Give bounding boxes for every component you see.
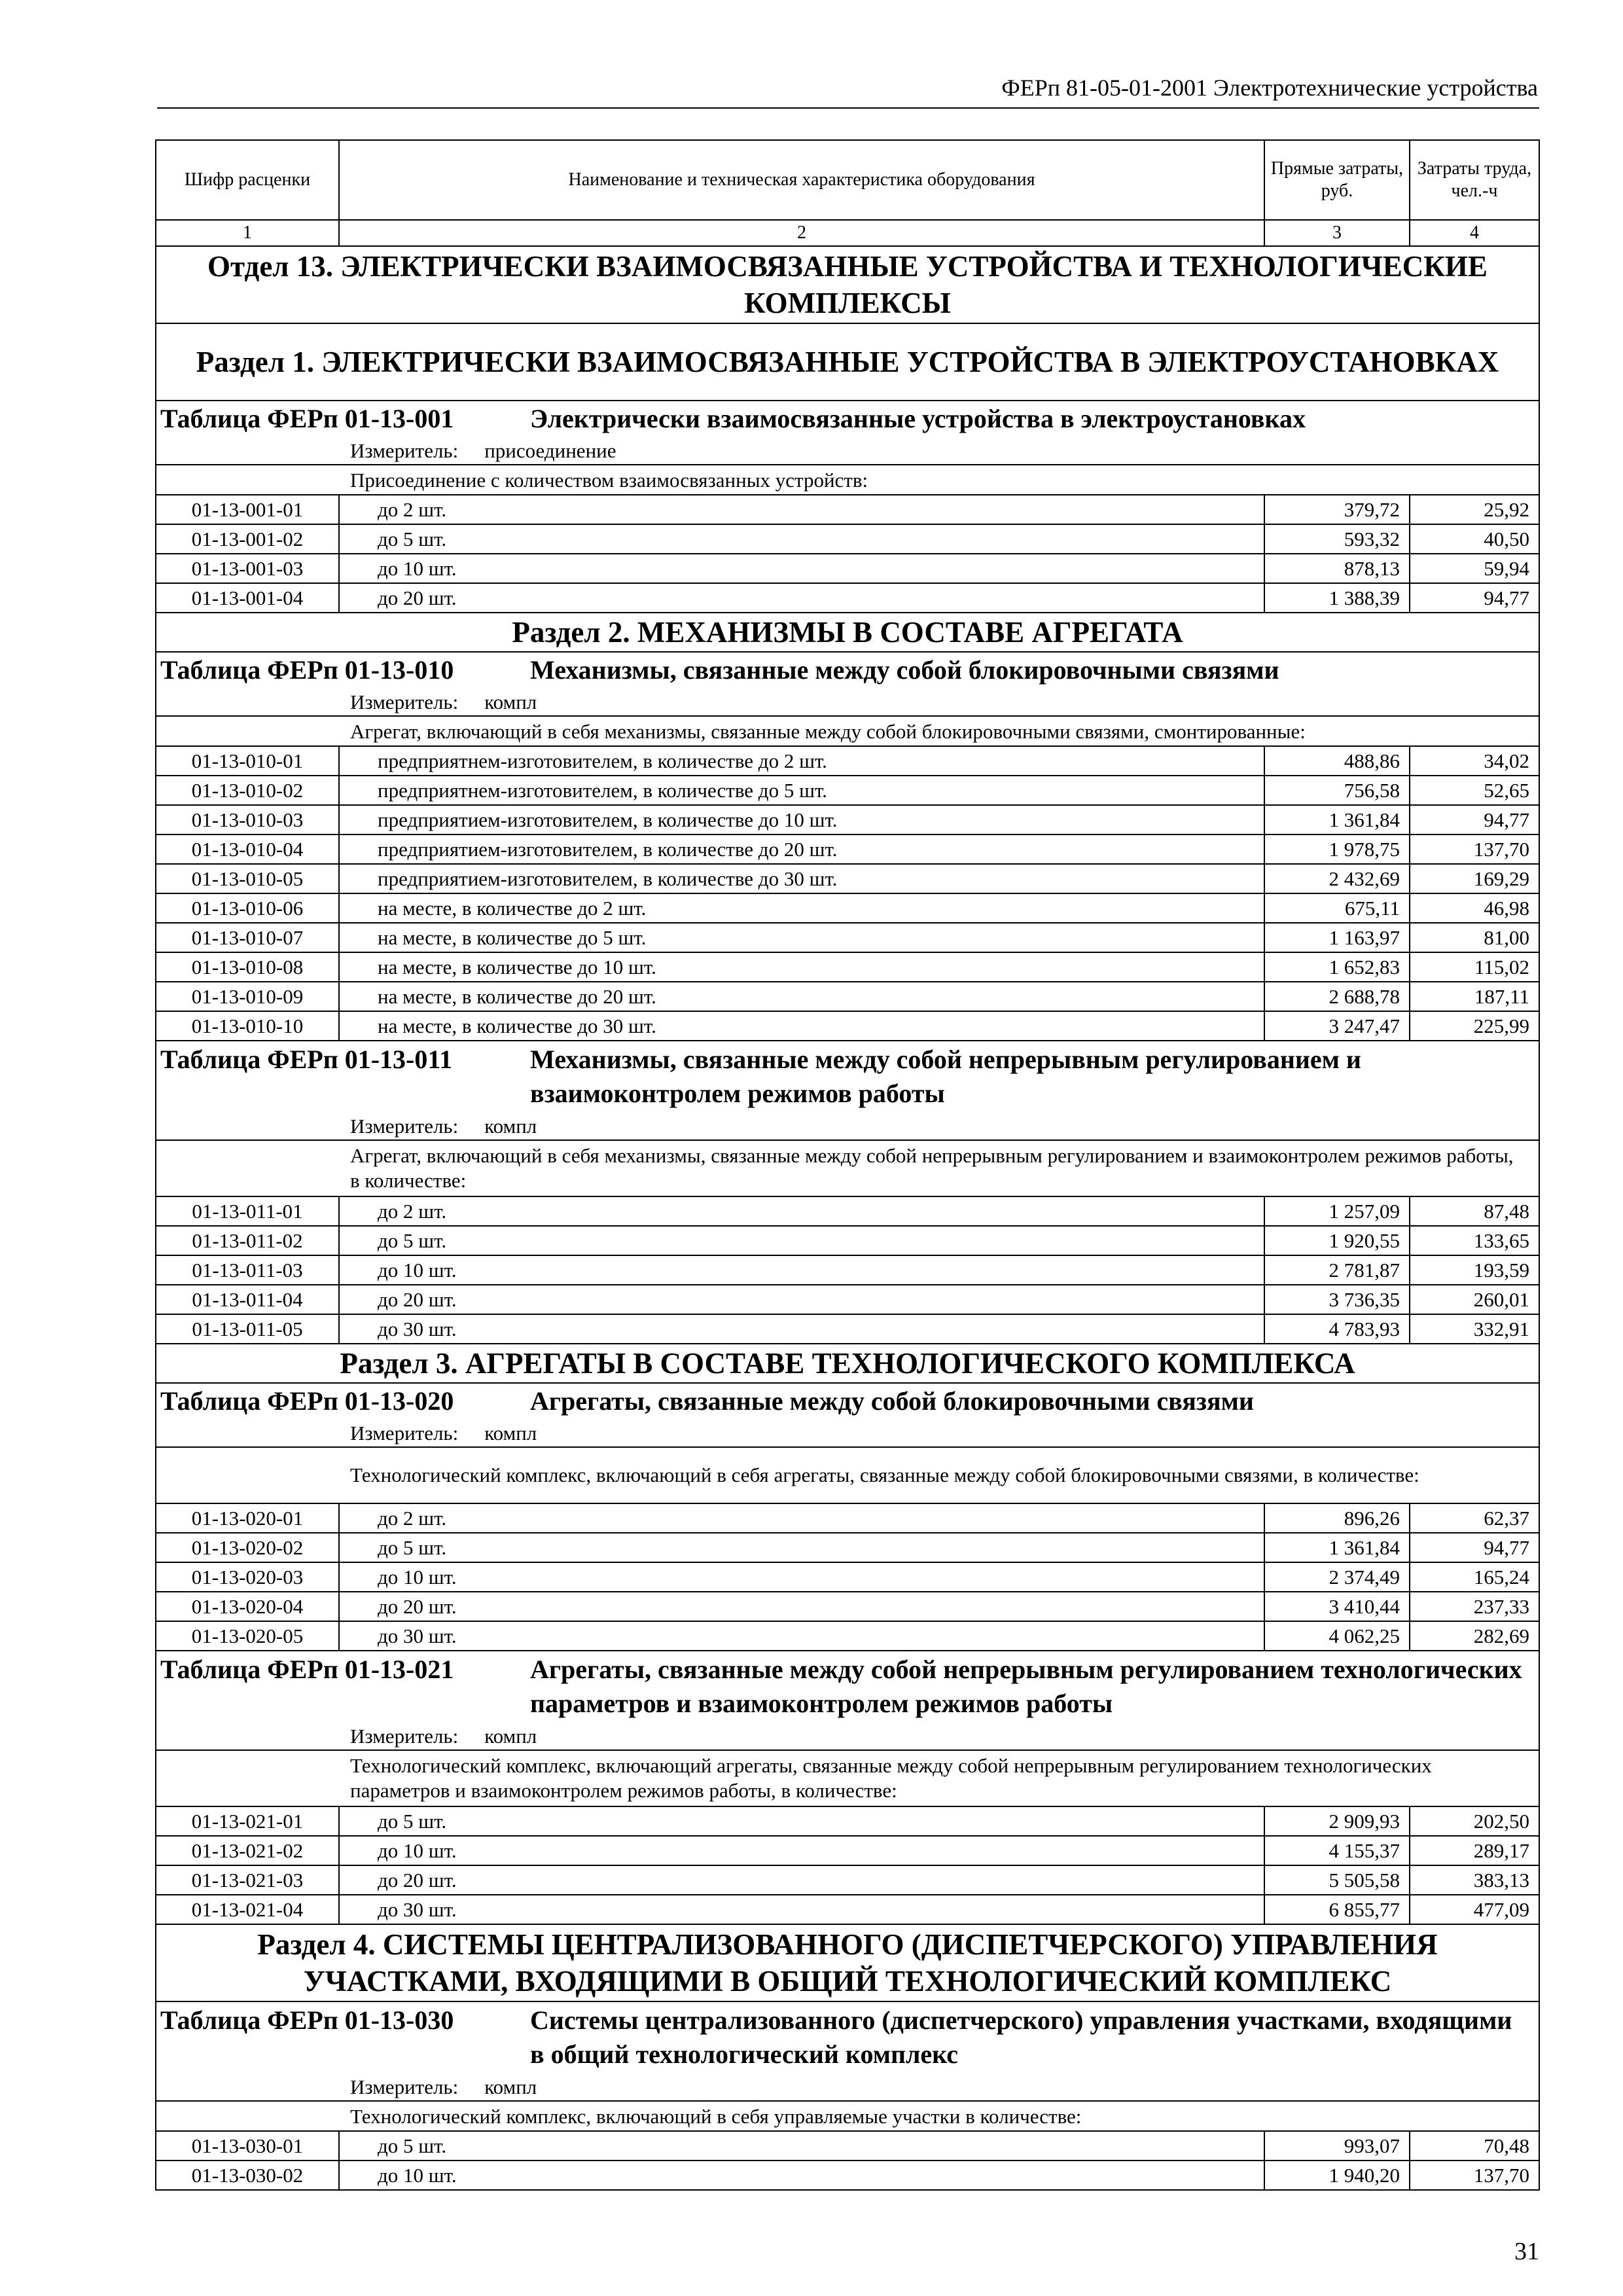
rate-description: до 5 шт. xyxy=(339,1533,1264,1562)
meter xyxy=(156,1724,1539,1748)
rate-description: до 20 шт. xyxy=(339,1865,1264,1895)
rate-description: до 2 шт. xyxy=(339,1503,1264,1533)
table-row xyxy=(156,2161,1539,2190)
table-title: Электрически взаимосвязанные устройства в электроустановках xyxy=(530,404,1306,433)
labor-cost: 137,70 xyxy=(1410,834,1539,864)
rate-description: на месте, в количестве до 2 шт. xyxy=(339,893,1264,923)
labor-cost: 225,99 xyxy=(1410,1011,1539,1041)
rate-description: до 10 шт. xyxy=(339,1836,1264,1865)
labor-cost: 34,02 xyxy=(1410,746,1539,776)
section-title: Раздел 3. АГРЕГАТЫ В СОСТАВЕ ТЕХНОЛОГИЧЕСКОГО КОМПЛЕКСА xyxy=(156,1344,1539,1383)
labor-cost: 25,92 xyxy=(1410,495,1539,524)
table-row xyxy=(156,1255,1539,1285)
table-row xyxy=(156,1562,1539,1592)
note-row xyxy=(156,1447,1539,1503)
direct-cost: 5 505,58 xyxy=(1264,1865,1410,1895)
direct-cost: 1 163,97 xyxy=(1264,923,1410,952)
meter xyxy=(156,1421,1539,1445)
table-row xyxy=(156,1196,1539,1226)
meter-label: Измеритель: xyxy=(350,1724,459,1748)
meter-row xyxy=(156,1722,1539,1750)
rate-description: предприятием-изготовителем, в количестве до 30 шт. xyxy=(339,864,1264,893)
labor-cost: 81,00 xyxy=(1410,923,1539,952)
table-heading xyxy=(156,1383,1539,1419)
note-row xyxy=(156,1750,1539,1806)
table-content xyxy=(156,323,1539,2190)
labor-cost: 137,70 xyxy=(1410,2161,1539,2190)
column-header-code: Шифр расценки xyxy=(156,140,339,220)
labor-cost: 94,77 xyxy=(1410,805,1539,834)
rate-code: 01-13-010-06 xyxy=(156,893,339,923)
direct-cost: 756,58 xyxy=(1264,776,1410,805)
note-row xyxy=(156,465,1539,495)
table-row xyxy=(156,893,1539,923)
note-cell xyxy=(156,2101,1539,2131)
table-note: Агрегат, включающий в себя механизмы, связанные между собой непрерывным регулированием и взаимоконтролем режимов работы, в количестве: xyxy=(350,1144,1514,1192)
rate-code: 01-13-030-01 xyxy=(156,2131,339,2161)
meter xyxy=(156,690,1539,714)
section-title: Раздел 4. СИСТЕМЫ ЦЕНТРАЛИЗОВАННОГО (ДИСПЕТЧЕРСКОГО) УПРАВЛЕНИЯ УЧАСТКАМИ, ВХОДЯЩИМИ В ОБЩИЙ ТЕХНОЛОГИЧЕСКИЙ КОМПЛЕКС xyxy=(156,1924,1539,2001)
labor-cost: 193,59 xyxy=(1410,1255,1539,1285)
direct-cost: 488,86 xyxy=(1264,746,1410,776)
labor-cost: 260,01 xyxy=(1410,1285,1539,1314)
direct-cost: 896,26 xyxy=(1264,1503,1410,1533)
table-heading-row xyxy=(156,1383,1539,1419)
rate-code: 01-13-021-02 xyxy=(156,1836,339,1865)
direct-cost: 4 062,25 xyxy=(1264,1621,1410,1651)
rate-description: предприятнем-изготовителем, в количестве до 5 шт. xyxy=(339,776,1264,805)
meter xyxy=(156,2075,1539,2099)
table-heading xyxy=(156,2001,1539,2073)
rate-description: до 2 шт. xyxy=(339,1196,1264,1226)
table-row xyxy=(156,524,1539,554)
rate-code: 01-13-010-07 xyxy=(156,923,339,952)
table-label: Таблица ФЕРп 01-13-020 xyxy=(160,1386,454,1416)
table-row xyxy=(156,1503,1539,1533)
table-label: Таблица ФЕРп 01-13-021 xyxy=(160,1655,454,1684)
table-row xyxy=(156,554,1539,583)
rate-code: 01-13-021-01 xyxy=(156,1806,339,1836)
direct-cost: 6 855,77 xyxy=(1264,1895,1410,1924)
meter-label: Измеритель: xyxy=(350,439,459,462)
table-heading xyxy=(156,1651,1539,1722)
rate-description: на месте, в количестве до 30 шт. xyxy=(339,1011,1264,1041)
table-row xyxy=(156,495,1539,524)
rate-description: до 20 шт. xyxy=(339,583,1264,613)
note-row xyxy=(156,716,1539,746)
table-row xyxy=(156,1226,1539,1255)
labor-cost: 187,11 xyxy=(1410,982,1539,1011)
rate-description: до 30 шт. xyxy=(339,1314,1264,1344)
rate-code: 01-13-010-08 xyxy=(156,952,339,982)
direct-cost: 1 920,55 xyxy=(1264,1226,1410,1255)
meter-row xyxy=(156,1112,1539,1140)
rate-description: на месте, в количестве до 20 шт. xyxy=(339,982,1264,1011)
rate-code: 01-13-020-01 xyxy=(156,1503,339,1533)
direct-cost: 2 909,93 xyxy=(1264,1806,1410,1836)
labor-cost: 289,17 xyxy=(1410,1836,1539,1865)
direct-cost: 1 361,84 xyxy=(1264,1533,1410,1562)
note-row xyxy=(156,1140,1539,1196)
table-label: Таблица ФЕРп 01-13-030 xyxy=(160,2005,454,2035)
labor-cost: 62,37 xyxy=(1410,1503,1539,1533)
section-title-row xyxy=(156,323,1539,401)
rate-code: 01-13-020-04 xyxy=(156,1592,339,1621)
section-title-row xyxy=(156,1924,1539,2001)
direct-cost: 675,11 xyxy=(1264,893,1410,923)
section-title: Раздел 2. МЕХАНИЗМЫ В СОСТАВЕ АГРЕГАТА xyxy=(156,613,1539,652)
table-row xyxy=(156,1011,1539,1041)
note-cell xyxy=(156,1750,1539,1806)
rate-code: 01-13-030-02 xyxy=(156,2161,339,2190)
table-heading xyxy=(156,1041,1539,1112)
direct-cost: 3 247,47 xyxy=(1264,1011,1410,1041)
direct-cost: 4 783,93 xyxy=(1264,1314,1410,1344)
column-header-name: Наименование и техническая характеристика оборудования xyxy=(339,140,1264,220)
table-heading-row xyxy=(156,652,1539,688)
running-header: ФЕРп 81-05-01-2001 Электротехнические устройства xyxy=(1001,75,1538,101)
table-row xyxy=(156,952,1539,982)
header-rule xyxy=(157,107,1539,109)
rate-code: 01-13-011-01 xyxy=(156,1196,339,1226)
meter-row xyxy=(156,2073,1539,2101)
direct-cost: 2 374,49 xyxy=(1264,1562,1410,1592)
rate-description: до 5 шт. xyxy=(339,524,1264,554)
table-row xyxy=(156,834,1539,864)
direct-cost: 878,13 xyxy=(1264,554,1410,583)
table-row xyxy=(156,1314,1539,1344)
rate-description: предприятнем-изготовителем, в количестве до 2 шт. xyxy=(339,746,1264,776)
column-number: 4 xyxy=(1410,220,1539,246)
table-note: Агрегат, включающий в себя механизмы, связанные между собой блокировочными связями, смонтированные: xyxy=(350,719,1306,743)
table-heading-row xyxy=(156,1041,1539,1112)
meter-value: компл xyxy=(484,1114,537,1138)
table-row xyxy=(156,1865,1539,1895)
labor-cost: 87,48 xyxy=(1410,1196,1539,1226)
labor-cost: 165,24 xyxy=(1410,1562,1539,1592)
direct-cost: 1 978,75 xyxy=(1264,834,1410,864)
table-row xyxy=(156,923,1539,952)
meter-cell xyxy=(156,2073,1539,2101)
meter-label: Измеритель: xyxy=(350,2075,459,2098)
labor-cost: 59,94 xyxy=(1410,554,1539,583)
direct-cost: 2 688,78 xyxy=(1264,982,1410,1011)
rate-code: 01-13-010-03 xyxy=(156,805,339,834)
rate-description: на месте, в количестве до 5 шт. xyxy=(339,923,1264,952)
meter-value: компл xyxy=(484,1724,537,1748)
labor-cost: 169,29 xyxy=(1410,864,1539,893)
rate-code: 01-13-020-02 xyxy=(156,1533,339,1562)
column-header-cost: Прямые затраты, руб. xyxy=(1264,140,1410,220)
direct-cost: 593,32 xyxy=(1264,524,1410,554)
table-row xyxy=(156,1592,1539,1621)
table-row xyxy=(156,1533,1539,1562)
direct-cost: 993,07 xyxy=(1264,2131,1410,2161)
column-number: 2 xyxy=(339,220,1264,246)
meter xyxy=(156,1114,1539,1138)
meter xyxy=(156,439,1539,463)
labor-cost: 133,65 xyxy=(1410,1226,1539,1255)
labor-cost: 94,77 xyxy=(1410,1533,1539,1562)
table-heading xyxy=(156,401,1539,437)
meter-cell xyxy=(156,1419,1539,1447)
meter-value: компл xyxy=(484,690,537,713)
rate-code: 01-13-011-03 xyxy=(156,1255,339,1285)
column-header-row xyxy=(156,140,1539,220)
direct-cost: 1 652,83 xyxy=(1264,952,1410,982)
rate-code: 01-13-020-05 xyxy=(156,1621,339,1651)
rate-description: до 5 шт. xyxy=(339,1226,1264,1255)
page-number: 31 xyxy=(1514,2238,1539,2265)
direct-cost: 4 155,37 xyxy=(1264,1836,1410,1865)
table-label: Таблица ФЕРп 01-13-010 xyxy=(160,655,454,685)
rate-description: до 30 шт. xyxy=(339,1621,1264,1651)
rate-description: до 5 шт. xyxy=(339,1806,1264,1836)
rate-code: 01-13-010-02 xyxy=(156,776,339,805)
table-row xyxy=(156,805,1539,834)
note-cell xyxy=(156,465,1539,495)
rate-code: 01-13-001-01 xyxy=(156,495,339,524)
meter-label: Измеритель: xyxy=(350,690,459,713)
note-row xyxy=(156,2101,1539,2131)
note-cell xyxy=(156,1140,1539,1196)
table-title: Агрегаты, связанные между собой непрерывным регулированием технологических параметров и взаимоконтролем режимов работы xyxy=(530,1655,1522,1718)
rate-description: предприятием-изготовителем, в количестве до 10 шт. xyxy=(339,805,1264,834)
table-note: Технологический комплекс, включающий в себя агрегаты, связанные между собой блокировочными связями, в количестве: xyxy=(350,1463,1419,1486)
labor-cost: 202,50 xyxy=(1410,1806,1539,1836)
rate-code: 01-13-020-03 xyxy=(156,1562,339,1592)
meter-row xyxy=(156,1419,1539,1447)
table-label: Таблица ФЕРп 01-13-011 xyxy=(160,1045,453,1074)
labor-cost: 40,50 xyxy=(1410,524,1539,554)
rate-code: 01-13-010-05 xyxy=(156,864,339,893)
direct-cost: 1 257,09 xyxy=(1264,1196,1410,1226)
meter-label: Измеритель: xyxy=(350,1114,459,1138)
table-heading xyxy=(156,652,1539,688)
labor-cost: 70,48 xyxy=(1410,2131,1539,2161)
meter-value: компл xyxy=(484,1421,537,1444)
table-title: Механизмы, связанные между собой непрерывным регулированием и взаимоконтролем режимов работы xyxy=(530,1045,1361,1108)
labor-cost: 383,13 xyxy=(1410,1865,1539,1895)
meter-label: Измеритель: xyxy=(350,1421,459,1444)
meter-cell xyxy=(156,1722,1539,1750)
table-row xyxy=(156,1621,1539,1651)
direct-cost: 1 361,84 xyxy=(1264,805,1410,834)
meter-value: компл xyxy=(484,2075,537,2098)
rate-code: 01-13-021-04 xyxy=(156,1895,339,1924)
labor-cost: 94,77 xyxy=(1410,583,1539,613)
labor-cost: 332,91 xyxy=(1410,1314,1539,1344)
table-note: Технологический комплекс, включающий в себя управляемые участки в количестве: xyxy=(350,2104,1082,2128)
rate-description: до 10 шт. xyxy=(339,554,1264,583)
table-label: Таблица ФЕРп 01-13-001 xyxy=(160,404,454,433)
labor-cost: 477,09 xyxy=(1410,1895,1539,1924)
table-heading-row xyxy=(156,1651,1539,1722)
meter-row xyxy=(156,437,1539,465)
labor-cost: 46,98 xyxy=(1410,893,1539,923)
table-row xyxy=(156,864,1539,893)
rate-code: 01-13-001-02 xyxy=(156,524,339,554)
table-row xyxy=(156,776,1539,805)
rate-description: до 2 шт. xyxy=(339,495,1264,524)
rate-description: до 20 шт. xyxy=(339,1592,1264,1621)
meter-cell xyxy=(156,1112,1539,1140)
column-number: 3 xyxy=(1264,220,1410,246)
rate-code: 01-13-010-10 xyxy=(156,1011,339,1041)
meter-value: присоединение xyxy=(484,439,616,462)
table-title: Механизмы, связанные между собой блокировочными связями xyxy=(530,655,1279,685)
column-header-labor: Затраты труда, чел.-ч xyxy=(1410,140,1539,220)
direct-cost: 2 781,87 xyxy=(1264,1255,1410,1285)
rate-description: на месте, в количестве до 10 шт. xyxy=(339,952,1264,982)
table-row xyxy=(156,1806,1539,1836)
rate-code: 01-13-011-04 xyxy=(156,1285,339,1314)
rate-code: 01-13-001-03 xyxy=(156,554,339,583)
meter-row xyxy=(156,688,1539,716)
rate-code: 01-13-010-04 xyxy=(156,834,339,864)
rates-table xyxy=(155,139,1540,2191)
rate-description: до 20 шт. xyxy=(339,1285,1264,1314)
table-note: Технологический комплекс, включающий агрегаты, связанные между собой непрерывным регулированием технологических параметров и взаимоконтролем режимов работы, в количестве: xyxy=(350,1754,1432,1802)
rate-description: до 10 шт. xyxy=(339,2161,1264,2190)
meter-cell xyxy=(156,688,1539,716)
rate-code: 01-13-010-01 xyxy=(156,746,339,776)
table-row xyxy=(156,982,1539,1011)
direct-cost: 3 736,35 xyxy=(1264,1285,1410,1314)
table-note: Присоединение с количеством взаимосвязанных устройств: xyxy=(350,468,868,492)
note-cell xyxy=(156,1447,1539,1503)
meter-cell xyxy=(156,437,1539,465)
table-row xyxy=(156,583,1539,613)
rate-code: 01-13-021-03 xyxy=(156,1865,339,1895)
table-heading-row xyxy=(156,2001,1539,2073)
section-title-row xyxy=(156,613,1539,652)
rate-code: 01-13-001-04 xyxy=(156,583,339,613)
direct-cost: 379,72 xyxy=(1264,495,1410,524)
rate-code: 01-13-010-09 xyxy=(156,982,339,1011)
note-cell xyxy=(156,716,1539,746)
rate-description: до 10 шт. xyxy=(339,1562,1264,1592)
direct-cost: 1 388,39 xyxy=(1264,583,1410,613)
labor-cost: 115,02 xyxy=(1410,952,1539,982)
direct-cost: 1 940,20 xyxy=(1264,2161,1410,2190)
direct-cost: 3 410,44 xyxy=(1264,1592,1410,1621)
department-title-row xyxy=(156,246,1539,323)
rate-description: до 5 шт. xyxy=(339,2131,1264,2161)
table-row xyxy=(156,2131,1539,2161)
rate-code: 01-13-011-05 xyxy=(156,1314,339,1344)
rate-description: предприятием-изготовителем, в количестве до 20 шт. xyxy=(339,834,1264,864)
table-title: Агрегаты, связанные между собой блокировочными связями xyxy=(530,1386,1254,1416)
labor-cost: 237,33 xyxy=(1410,1592,1539,1621)
column-number-row xyxy=(156,220,1539,246)
section-title: Раздел 1. ЭЛЕКТРИЧЕСКИ ВЗАИМОСВЯЗАННЫЕ УСТРОЙСТВА В ЭЛЕКТРОУСТАНОВКАХ xyxy=(156,323,1539,401)
table-heading-row xyxy=(156,401,1539,437)
section-title-row xyxy=(156,1344,1539,1383)
rate-code: 01-13-011-02 xyxy=(156,1226,339,1255)
table-row xyxy=(156,1895,1539,1924)
rate-description: до 30 шт. xyxy=(339,1895,1264,1924)
labor-cost: 282,69 xyxy=(1410,1621,1539,1651)
table-title: Системы централизованного (диспетчерского) управления участками, входящими в общий технологический комплекс xyxy=(530,2005,1512,2069)
labor-cost: 52,65 xyxy=(1410,776,1539,805)
direct-cost: 2 432,69 xyxy=(1264,864,1410,893)
table-row xyxy=(156,1285,1539,1314)
column-number: 1 xyxy=(156,220,339,246)
department-title: Отдел 13. ЭЛЕКТРИЧЕСКИ ВЗАИМОСВЯЗАННЫЕ УСТРОЙСТВА И ТЕХНОЛОГИЧЕСКИЕ КОМПЛЕКСЫ xyxy=(156,246,1539,323)
table-row xyxy=(156,1836,1539,1865)
rate-description: до 10 шт. xyxy=(339,1255,1264,1285)
table-row xyxy=(156,746,1539,776)
